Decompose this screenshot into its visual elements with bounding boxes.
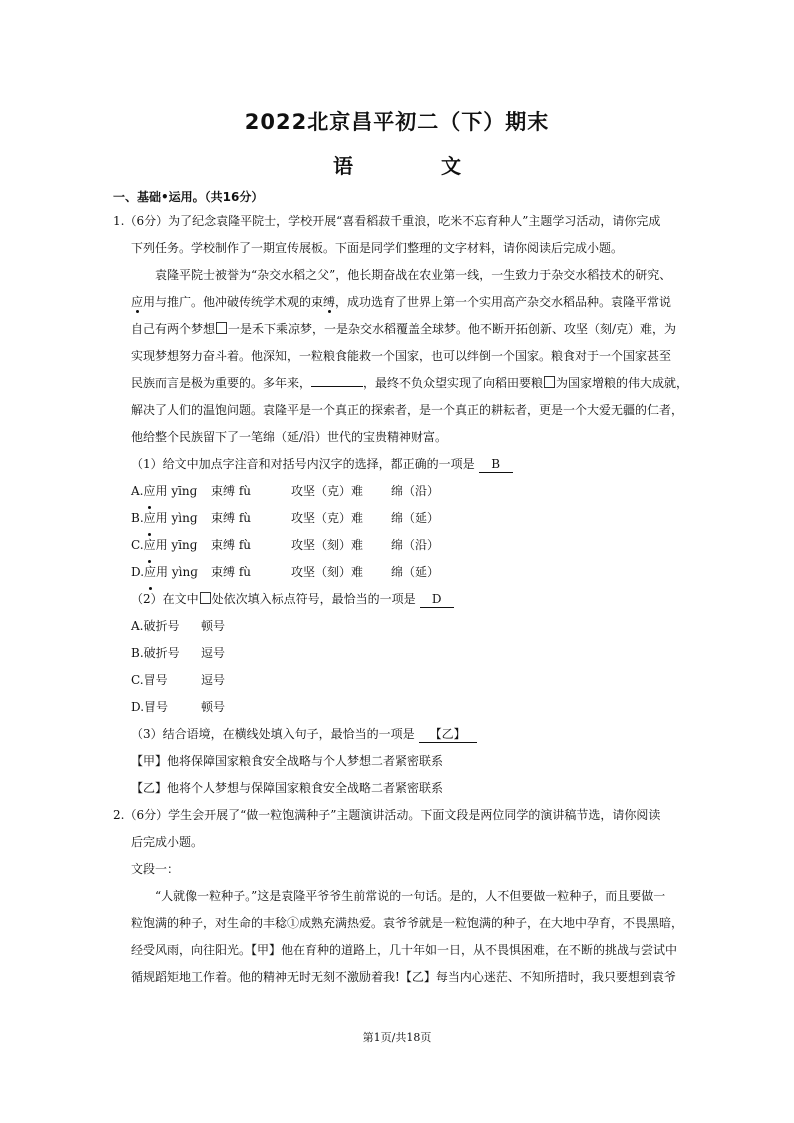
fill-blank-line xyxy=(311,372,363,387)
subquestion-1-stem xyxy=(113,451,688,478)
excerpt-line-2: 粒饱满的种子，对生命的丰稔①成熟充满热爱。袁爷爷就是一粒饱满的种子，在大地中孕育，不畏黑暗， xyxy=(131,916,684,930)
excerpt-line-4: 循规蹈矩地工作着。他的精神无时无刻不激励着我!【乙】每当内心迷茫、不知所措时，我只要想到袁爷 xyxy=(131,970,676,984)
option-text: 攻坚（刻）难 xyxy=(291,565,364,579)
option-text: 顿号 xyxy=(201,700,226,714)
page-number: 第1页/共18页 xyxy=(362,1031,432,1044)
option-c xyxy=(113,532,688,559)
passage-text: ，最终不负众望实现了向稻田要粮 xyxy=(363,376,544,390)
option-text: C.冒号 xyxy=(131,673,168,687)
excerpt-label: 文段一： xyxy=(131,862,180,876)
answer-text: 【乙】 xyxy=(419,726,477,743)
exam-content xyxy=(113,186,688,991)
passage-text: 用与推广。他冲破传统学术观的束 xyxy=(143,295,324,309)
option-text: 用 yīnɡ xyxy=(155,538,198,552)
section-heading: 一、基础•运用。（共16分） xyxy=(113,190,264,204)
question-2-line-2: 后完成小题。 xyxy=(131,835,204,849)
dotted-char: 应 xyxy=(144,505,156,532)
passage-line-3 xyxy=(113,316,688,343)
option-text: 用 yìnɡ xyxy=(155,511,198,525)
option-text: 攻坚（克）难 xyxy=(291,511,364,525)
passage-line-4: 实现梦想努力奋斗着。他深知，一粒粮食能救一个国家，也可以绊倒一个国家。粮食对于一个国家甚至 xyxy=(131,349,672,363)
answer-text: B xyxy=(479,456,513,473)
option-b xyxy=(113,505,688,532)
option-text: 逗号 xyxy=(201,646,226,660)
dotted-char: 应 xyxy=(144,559,156,586)
dotted-char: 应 xyxy=(143,478,155,505)
option-c xyxy=(113,667,688,694)
option-text: 束缚 fù xyxy=(211,484,251,498)
excerpt-line-3: 经受风雨，向往阳光。【甲】他在育种的道路上，几十年如一日，从不畏惧困难，在不断的挑战与尝试中 xyxy=(131,943,678,957)
question-1-line-2: 下列任务。学校制作了一期宣传展板。下面是同学们整理的文字材料，请你阅读后完成小题。 xyxy=(131,241,624,255)
stem-text: （1）给文中加点字注音和对括号内汉字的选择，都正确的一项是 xyxy=(131,457,475,471)
option-text: 束缚 fù xyxy=(211,511,251,525)
option-text: 绵（沿） xyxy=(391,538,440,552)
passage-text: 自己有两个梦想 xyxy=(131,322,216,336)
option-key: C. xyxy=(131,538,144,552)
blank-box xyxy=(200,592,211,604)
stem-text: （3）结合语境，在横线处填入句子，最恰当的一项是 xyxy=(131,727,415,741)
option-text: A.破折号 xyxy=(131,619,180,633)
exam-title: 2022北京昌平初二（下）期末 xyxy=(244,110,550,134)
option-text: 顿号 xyxy=(201,619,226,633)
stem-text: （2）在文中 xyxy=(131,592,199,606)
option-text: 绵（沿） xyxy=(391,484,440,498)
subject-title: 语 文 xyxy=(333,154,495,178)
option-text: 攻坚（刻）难 xyxy=(291,538,364,552)
question-1-line-1: 1.（6分）为了纪念袁隆平院士，学校开展“喜看稻菽千重浪，吃米不忘育种人”主题学习活动，请你完成 xyxy=(113,214,661,228)
blank-box xyxy=(216,322,227,334)
choice-yi: 【乙】他将个人梦想与保障国家粮食安全战略二者紧密联系 xyxy=(131,781,444,795)
option-text: 用 yìnɡ xyxy=(156,565,198,579)
option-key: D. xyxy=(131,565,145,579)
option-text: 绵（延） xyxy=(391,565,440,579)
option-key: B. xyxy=(131,511,144,525)
option-text: D.冒号 xyxy=(131,700,169,714)
option-text: 逗号 xyxy=(201,673,226,687)
passage-line-7: 他给整个民族留下了一笔绵（延/沿）世代的宝贵精神财富。 xyxy=(131,430,448,444)
option-b xyxy=(113,640,688,667)
choice-jia: 【甲】他将保障国家粮食安全战略与个人梦想二者紧密联系 xyxy=(131,754,444,768)
dotted-char: 应 xyxy=(131,295,144,309)
subquestion-3-stem xyxy=(113,721,688,748)
dotted-char: 应 xyxy=(144,532,156,559)
option-a xyxy=(113,613,688,640)
stem-text: 处依次填入标点符号，最恰当的一项是 xyxy=(211,592,416,606)
option-d xyxy=(113,559,688,586)
passage-line-1: 袁隆平院士被誉为“杂交水稻之父”，他长期奋战在农业第一线，一生致力于杂交水稻技术的研究、 xyxy=(155,268,672,282)
option-key: A. xyxy=(131,484,144,498)
dotted-char: 缚 xyxy=(323,295,336,309)
option-text: 束缚 fù xyxy=(211,538,251,552)
blank-box xyxy=(544,376,555,388)
option-text: 束缚 fù xyxy=(211,565,251,579)
passage-text: 民族而言是极为重要的。多年来， xyxy=(131,376,312,390)
answer-text: D xyxy=(420,591,454,608)
option-text: 绵（延） xyxy=(391,511,440,525)
passage-line-6: 解决了人们的温饱问题。袁隆平是一个真正的探索者，是一个真正的耕耘者，更是一个大爱无疆的仁者， xyxy=(131,403,684,417)
option-text: 用 yīnɡ xyxy=(155,484,198,498)
passage-line-2 xyxy=(113,289,688,316)
passage-text: 一是禾下乘凉梦，一是杂交水稻覆盖全球梦。他不断开拓创新、攻坚（刻/克）难，为 xyxy=(228,322,677,336)
excerpt-line-1: “人就像一粒种子。”这是袁隆平爷爷生前常说的一句话。是的，人不但要做一粒种子，而且要做一 xyxy=(155,889,666,903)
option-a xyxy=(113,478,688,505)
passage-text: 为国家增粮的伟大成就， xyxy=(556,376,689,390)
option-d xyxy=(113,694,688,721)
option-text: 攻坚（克）难 xyxy=(291,484,364,498)
option-text: B.破折号 xyxy=(131,646,180,660)
passage-text: ，成功选育了世界上第一个实用高产杂交水稻品种。袁隆平常说 xyxy=(335,295,672,309)
passage-line-5 xyxy=(113,370,688,397)
subquestion-2-stem xyxy=(113,586,688,613)
question-2-line-1: 2.（6分）学生会开展了“做一粒饱满种子”主题演讲活动。下面文段是两位同学的演讲稿节选，请你阅读 xyxy=(113,808,661,822)
